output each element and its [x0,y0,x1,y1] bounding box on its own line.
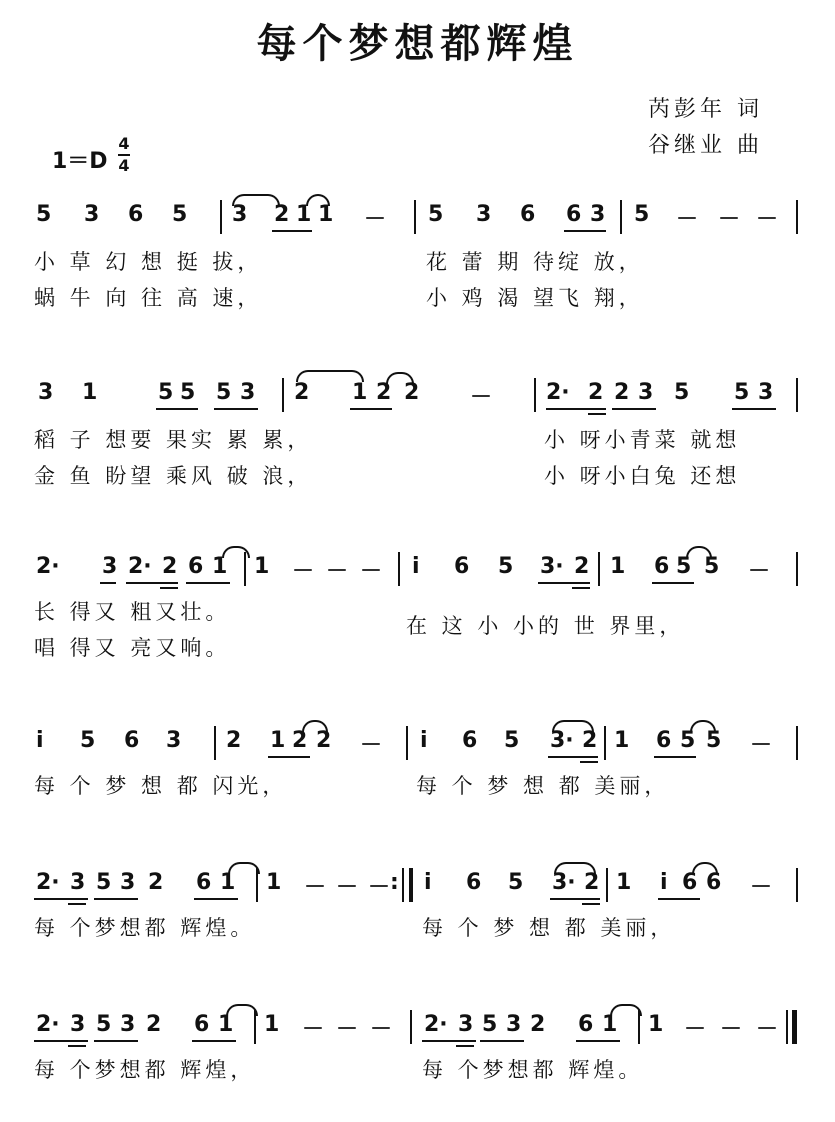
note: 3· [552,870,576,895]
barline [620,200,622,234]
note: 2 [148,870,164,895]
note: 2 [226,728,242,753]
key-signature: 1＝D [52,149,108,174]
barline [410,1010,412,1044]
note: 3 [120,870,136,895]
note: 3 [506,1012,522,1037]
dash: － [750,875,773,900]
lyric-verse-1: 小 草 幻 想 挺 拔， [34,250,263,274]
note: 1 [254,554,270,579]
note: 2· [36,554,60,579]
barline [534,378,536,412]
note: i [424,870,432,895]
note: 6 [124,728,140,753]
note: 5 [180,380,196,405]
note: 5 [216,380,232,405]
note: 2 [146,1012,162,1037]
barline [598,552,600,586]
note: 3 [240,380,256,405]
time-signature [118,136,130,174]
note: 3 [70,1012,86,1037]
note: 2· [424,1012,448,1037]
barline [796,726,798,760]
note: 3 [590,202,606,227]
underline [652,582,694,584]
note: 3 [476,202,492,227]
note: 3 [758,380,774,405]
note: 6 [188,554,204,579]
note: 5 [482,1012,498,1037]
lyric-refrain: 每 个梦想都 辉煌。 [34,916,256,940]
note: 6 [566,202,582,227]
note: 5 [634,202,650,227]
note: 1 [648,1012,664,1037]
note: i [36,728,44,753]
underline [612,408,656,410]
barline [414,200,416,234]
note: 5 [676,554,692,579]
dash: － [336,875,359,900]
lyric-verse-1: 花 蕾 期 待绽 放， [426,250,644,274]
note: 2 [294,380,310,405]
lyric-refrain: 每 个 梦 想 都 美丽， [416,774,670,798]
dash: － [718,207,741,232]
lyric-verse-2: 小 呀小白兔 还想 [544,464,741,488]
dash: － [750,733,773,758]
barline [282,378,284,412]
note: 6 [656,728,672,753]
underline [480,1040,524,1042]
dash: － [336,1017,359,1042]
note: 5 [734,380,750,405]
underline [214,408,258,410]
underline [268,756,310,758]
note: 1 [218,1012,234,1037]
dash: － [360,559,383,584]
underline [192,1040,236,1042]
note: 1 [616,870,632,895]
note: 2· [36,1012,60,1037]
note: 6 [196,870,212,895]
underline [548,756,598,758]
underline [350,408,392,410]
lyric-refrain: 每 个 梦 想 都 闪光， [34,774,288,798]
lyric-verse-2: 金 鱼 盼望 乘风 破 浪， [34,464,313,488]
note: 6 [462,728,478,753]
dash: － [364,207,387,232]
note: 3· [540,554,564,579]
note: 5 [80,728,96,753]
composer-credit: 谷继业 曲 [648,133,763,158]
note: 3 [638,380,654,405]
lyric-verse-2: 小 鸡 渴 望飞 翔， [426,286,644,310]
note: 5 [706,728,722,753]
underline [186,582,230,584]
underline-double [582,903,600,905]
underline [576,1040,620,1042]
note: 5 [428,202,444,227]
barline [638,1010,640,1044]
note: 5 [508,870,524,895]
note: 2 [376,380,392,405]
note: 6 [194,1012,210,1037]
underline [564,230,606,232]
barline [256,868,258,902]
note: 1 [318,202,334,227]
note: 5 [504,728,520,753]
song-title: 每个梦想都辉煌 [256,20,579,67]
underline [538,582,590,584]
underline [654,756,696,758]
note: 2· [128,554,152,579]
note: 5 [704,554,720,579]
underline [100,582,116,584]
note: 1 [264,1012,280,1037]
note: 3 [458,1012,474,1037]
note: 2 [530,1012,546,1037]
barline [606,868,608,902]
note: 5 [36,202,52,227]
underline-double [456,1045,474,1047]
barline [244,552,246,586]
lyric-verse-1: 稻 子 想要 果实 累 累， [34,428,313,452]
barline [796,552,798,586]
note: 2 [162,554,178,579]
note: 2 [614,380,630,405]
note: 5 [96,870,112,895]
note: 1 [296,202,312,227]
underline [194,898,238,900]
note: 5 [172,202,188,227]
lyric-verse-2: 蜗 牛 向 往 高 速， [34,286,263,310]
underline [34,1040,88,1042]
note: 2· [36,870,60,895]
note: 3 [38,380,54,405]
note: 1 [220,870,236,895]
final-barline-thin [786,1010,788,1044]
barline [796,200,798,234]
note: 6 [520,202,536,227]
note: 1 [614,728,630,753]
note: 6 [682,870,698,895]
underline [156,408,198,410]
lyric-refrain: 在 这 小 小的 世 界里， [406,614,685,638]
note: 2· [546,380,570,405]
note: 6 [466,870,482,895]
note: i [412,554,420,579]
note: 5 [680,728,696,753]
dash: － [756,1017,779,1042]
note: 1 [212,554,228,579]
note: 2 [316,728,332,753]
note: 5 [674,380,690,405]
note: 3 [166,728,182,753]
note: 3 [102,554,118,579]
note: 1 [270,728,286,753]
dash: － [302,1017,325,1042]
note: 6 [706,870,722,895]
underline [732,408,776,410]
dash: － [304,875,327,900]
underline [658,898,700,900]
barline [214,726,216,760]
note: 2 [274,202,290,227]
time-signature-bottom: 4 [118,156,130,175]
note: 5 [96,1012,112,1037]
note: 2 [584,870,600,895]
dash: － [370,1017,393,1042]
note: 5 [158,380,174,405]
note: 1 [82,380,98,405]
underline-double [160,587,178,589]
dash: － [748,559,771,584]
underline [126,582,178,584]
underline-double [572,587,590,589]
note: 6 [654,554,670,579]
underline [422,1040,476,1042]
barline [796,868,798,902]
note: 2 [574,554,590,579]
barline [398,552,400,586]
note: 2 [588,380,604,405]
note: 1 [610,554,626,579]
dash: － [326,559,349,584]
underline-double [68,903,86,905]
underline [550,898,600,900]
note: 2 [292,728,308,753]
dash: － [676,207,699,232]
note: 3 [232,202,248,227]
dash: － [368,875,391,900]
note: 6 [128,202,144,227]
dash: － [756,207,779,232]
underline-double [588,413,606,415]
lyric-verse-1: 小 呀小青菜 就想 [544,428,741,452]
underline [34,898,88,900]
barline [220,200,222,234]
underline [94,898,138,900]
barline [402,868,404,902]
note: 3 [120,1012,136,1037]
dash: － [470,385,493,410]
underline [272,230,312,232]
dash: － [292,559,315,584]
lyric-verse-2: 唱 得又 亮又响。 [34,636,231,660]
underline-double [68,1045,86,1047]
note: 2 [582,728,598,753]
note: 2 [404,380,420,405]
lyric-refrain: 每 个梦想都 辉煌。 [422,1058,644,1082]
lyric-verse-1: 长 得又 粗又壮。 [34,600,231,624]
note: 5 [498,554,514,579]
underline [94,1040,138,1042]
note: i [660,870,668,895]
barline [406,726,408,760]
dash: － [360,733,383,758]
underline-double [580,761,598,763]
dash: － [684,1017,707,1042]
barline-thick [409,868,413,902]
lyric-refrain: 每 个 梦 想 都 美丽， [422,916,676,940]
barline [254,1010,256,1044]
note: 3· [550,728,574,753]
note: 6 [454,554,470,579]
lyricist-credit: 芮彭年 词 [648,97,763,122]
barline [604,726,606,760]
note: i [420,728,428,753]
repeat-sign: : [390,870,399,895]
underline [546,408,606,410]
note: 1 [266,870,282,895]
lyric-refrain: 每 个梦想都 辉煌， [34,1058,256,1082]
note: 3 [70,870,86,895]
barline [796,378,798,412]
note: 1 [602,1012,618,1037]
time-signature-top: 4 [118,134,130,153]
note: 1 [352,380,368,405]
final-barline-thick [792,1010,797,1044]
note: 6 [578,1012,594,1037]
dash: － [720,1017,743,1042]
note: 3 [84,202,100,227]
